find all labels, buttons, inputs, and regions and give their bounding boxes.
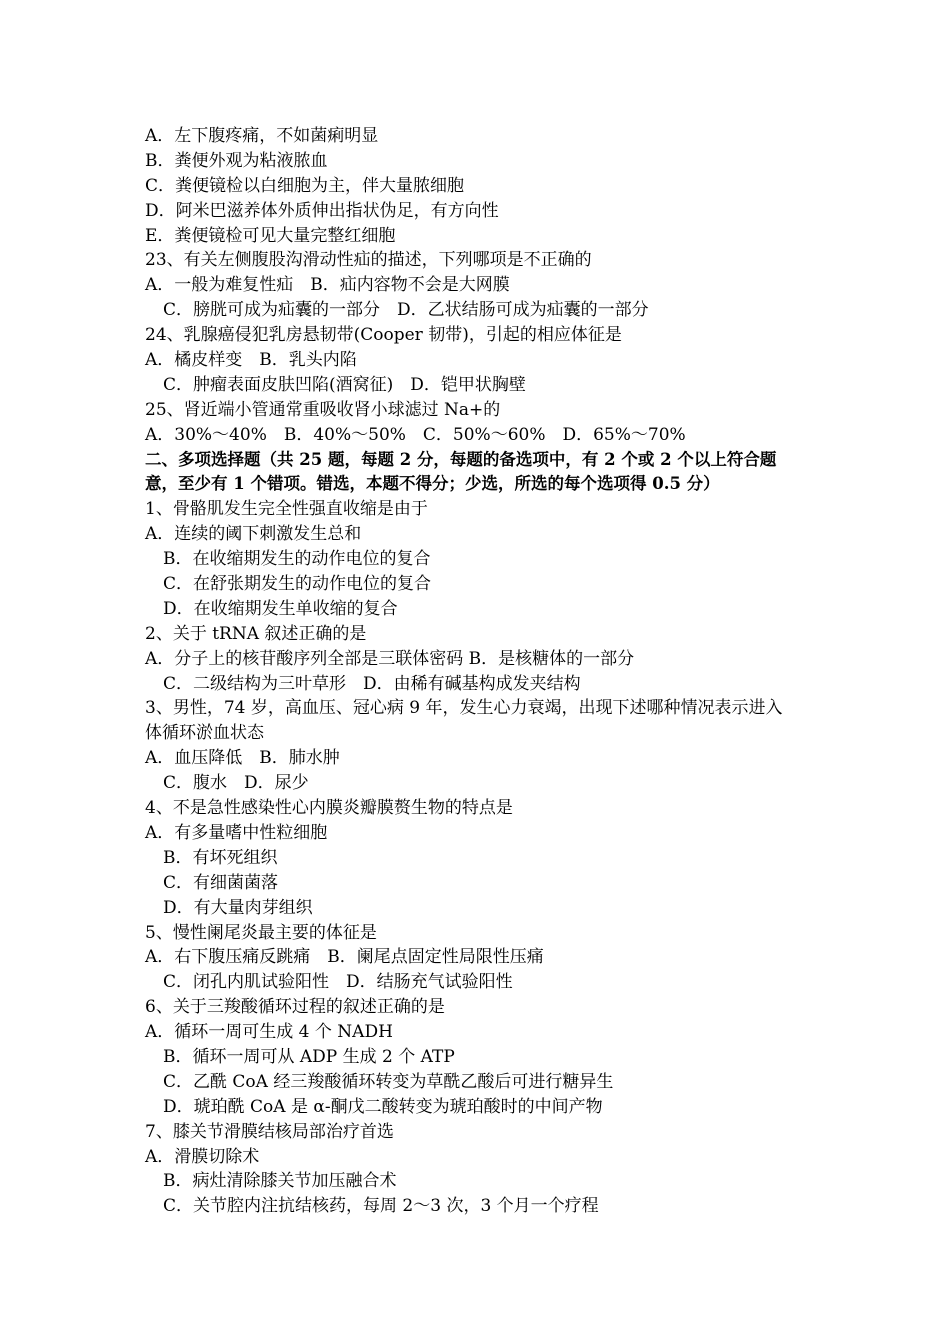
text-line: C．有细菌菌落 bbox=[163, 872, 279, 893]
text-line: 1、骨骼肌发生完全性强直收缩是由于 bbox=[145, 499, 428, 520]
text-line: E．粪便镜检可见大量完整红细胞 bbox=[145, 225, 396, 246]
text-line: A．血压降低 B．肺水肿 bbox=[145, 748, 340, 769]
text-line: 3、男性，74 岁，高血压、冠心病 9 年，发生心力衰竭，出现下述哪种情况表示进入 bbox=[145, 698, 783, 719]
text-line: A．一般为难复性疝 B．疝内容物不会是大网膜 bbox=[145, 275, 510, 296]
text-line: 6、关于三羧酸循环过程的叙述正确的是 bbox=[145, 997, 445, 1018]
text-line: C．腹水 D．尿少 bbox=[163, 773, 309, 794]
text-line: A．右下腹压痛反跳痛 B．阑尾点固定性局限性压痛 bbox=[145, 947, 544, 968]
text-line: D．琥珀酰 CoA 是 α-酮戊二酸转变为琥珀酸时的中间产物 bbox=[163, 1096, 603, 1117]
section-heading-line: 意，至少有 1 个错项。错选，本题不得分；少选，所选的每个选项得 0.5 分） bbox=[145, 474, 720, 494]
text-line: C．在舒张期发生的动作电位的复合 bbox=[163, 574, 432, 595]
text-line: C．肿瘤表面皮肤凹陷(酒窝征) D．铠甲状胸壁 bbox=[163, 374, 526, 395]
text-line: A．有多量嗜中性粒细胞 bbox=[145, 822, 328, 843]
text-line: C．膀胱可成为疝囊的一部分 D．乙状结肠可成为疝囊的一部分 bbox=[163, 300, 649, 321]
text-line: 7、膝关节滑膜结核局部治疗首选 bbox=[145, 1121, 394, 1142]
text-line: B．粪便外观为粘液脓血 bbox=[145, 150, 328, 171]
text-line: A．橘皮样变 B．乳头内陷 bbox=[145, 350, 357, 371]
text-line: A．分子上的核苷酸序列全部是三联体密码 B．是核糖体的一部分 bbox=[145, 648, 635, 669]
text-line: B．在收缩期发生的动作电位的复合 bbox=[163, 549, 431, 570]
text-line: 24、乳腺癌侵犯乳房悬韧带(Cooper 韧带)，引起的相应体征是 bbox=[145, 325, 622, 346]
text-line: D．在收缩期发生单收缩的复合 bbox=[163, 598, 398, 619]
text-line: 5、慢性阑尾炎最主要的体征是 bbox=[145, 922, 377, 943]
text-line: B．有坏死组织 bbox=[163, 847, 278, 868]
text-line: A．左下腹疼痛，不如菌痢明显 bbox=[145, 126, 379, 146]
text-line: C．闭孔内肌试验阳性 D．结肠充气试验阳性 bbox=[163, 972, 513, 993]
text-line: C．乙酰 CoA 经三羧酸循环转变为草酰乙酸后可进行糖异生 bbox=[163, 1071, 614, 1092]
text-line: A．连续的阈下刺激发生总和 bbox=[145, 524, 362, 545]
text-line: D．阿米巴滋养体外质伸出指状伪足，有方向性 bbox=[145, 200, 499, 221]
text-line: C．粪便镜检以白细胞为主，伴大量脓细胞 bbox=[145, 175, 465, 196]
text-line: 25、肾近端小管通常重吸收肾小球滤过 Na+的 bbox=[145, 399, 501, 420]
text-line: 2、关于 tRNA 叙述正确的是 bbox=[145, 623, 367, 644]
text-line: 体循环淤血状态 bbox=[145, 723, 264, 744]
text-line: A．循环一周可生成 4 个 NADH bbox=[145, 1022, 393, 1043]
text-line: A．30%～40% B．40%～50% C．50%～60% D．65%～70% bbox=[145, 424, 686, 445]
text-line: B．循环一周可从 ADP 生成 2 个 ATP bbox=[163, 1046, 455, 1067]
text-line: D．有大量肉芽组织 bbox=[163, 897, 313, 918]
text-line: C．二级结构为三叶草形 D．由稀有碱基构成发夹结构 bbox=[163, 673, 581, 694]
text-line: A．滑膜切除术 bbox=[145, 1146, 260, 1167]
document-page bbox=[145, 124, 815, 1219]
text-line: 4、不是急性感染性心内膜炎瓣膜赘生物的特点是 bbox=[145, 798, 513, 819]
section-heading-line: 二、多项选择题（共 25 题，每题 2 分，每题的备选项中，有 2 个或 2 个以上符合题 bbox=[145, 449, 777, 469]
document-body bbox=[145, 124, 815, 1219]
text-line: 23、有关左侧腹股沟滑动性疝的描述，下列哪项是不正确的 bbox=[145, 250, 592, 271]
text-line: B．病灶清除膝关节加压融合术 bbox=[163, 1171, 397, 1192]
text-line: C．关节腔内注抗结核药，每周 2～3 次，3 个月一个疗程 bbox=[163, 1196, 599, 1217]
